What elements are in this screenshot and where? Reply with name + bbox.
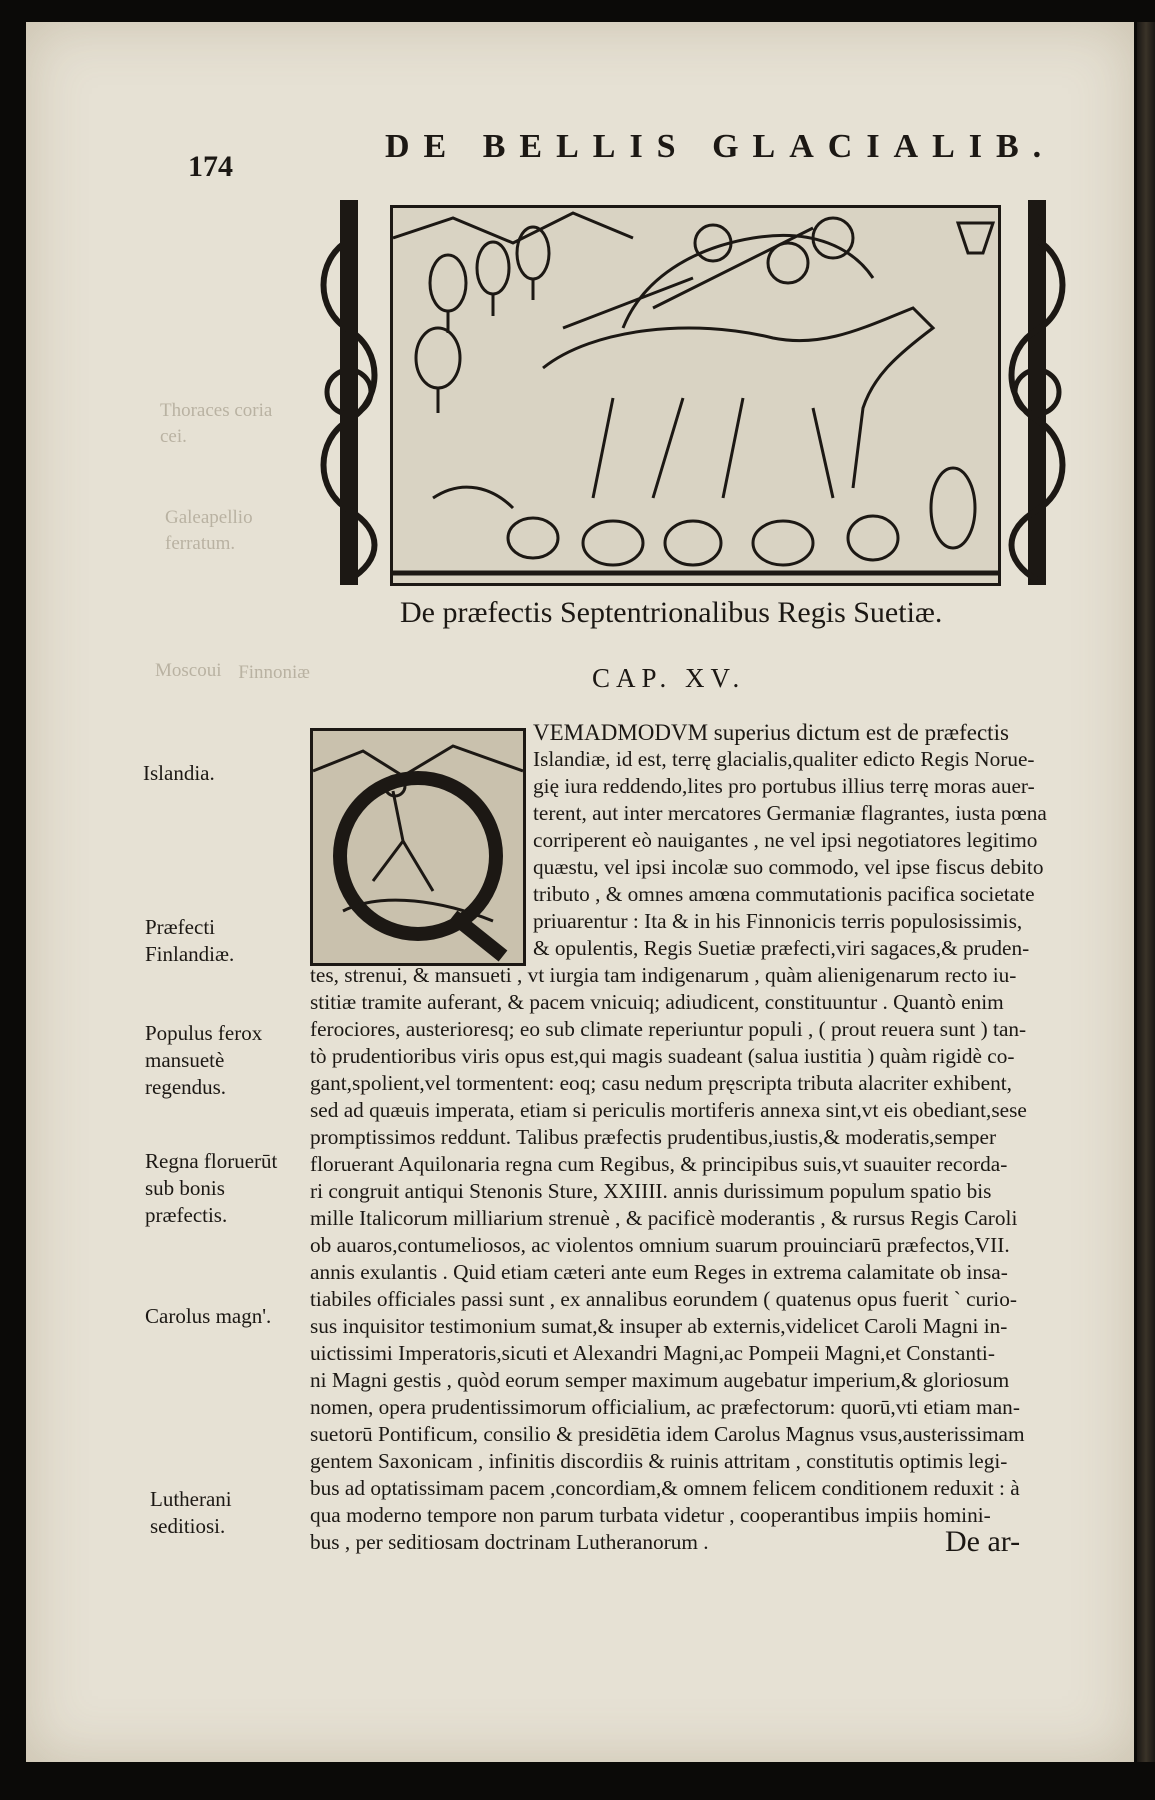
text-line: gię iura reddendo,lites pro portubus illius terrę moras auer- — [533, 774, 1035, 798]
margin-note-populus: Populus ferox mansuetè regendus. — [145, 1021, 263, 1099]
text-line: promptissimos reddunt. Talibus præfectis prudentibus,iustis,& moderatis,semper — [310, 1125, 997, 1149]
page-edge — [1137, 22, 1155, 1762]
text-line: ferociores, austerioresq; eo sub climate reperiuntur populi , ( prout reuera sunt ) tan- — [310, 1017, 1027, 1041]
margin-note-finlandia: Præfecti Finlandiæ. — [145, 915, 235, 966]
margin-note-lutherani: Lutherani seditiosi. — [150, 1487, 232, 1538]
bleed-through-text: Finnoniæ — [238, 662, 310, 683]
text-line: nomen, opera prudentissimorum officialium, ac præfectorum: quorū,vti etiam man- — [310, 1395, 1020, 1419]
text-line: tributo , & omnes amœna commutationis pacifica societate — [533, 882, 1035, 906]
bleed-through-text: Moscoui — [155, 660, 222, 681]
page-number: 174 — [188, 150, 233, 183]
text-line: uictissimi Imperatoris,sicuti et Alexandri Magni,ac Pompeii Magni,et Constanti- — [310, 1341, 995, 1365]
text-line: qua moderno tempore non parum turbata videtur , cooperantibus impiis homini- — [310, 1503, 991, 1527]
decorated-initial-q — [310, 728, 526, 966]
text-line: floruerant Aquilonaria regna cum Regibus, & principibus suis,vt suauiter recorda- — [310, 1152, 1008, 1176]
text-line: stitiæ tramite auferant, & pacem vnicuiq; adiudicent, constituuntur . Quantò enim — [310, 990, 1004, 1014]
text-line: Islandiæ, id est, terrę glacialis,qualiter edicto Regis Norue- — [533, 747, 1035, 771]
text-line: ri congruit antiqui Stenonis Sture, XXIIII. annis durissimum populum spatio bis — [310, 1179, 992, 1203]
text-line: bus ad optatissimam pacem ,concordiam,& omnem felicem conditionem reduxit : à — [310, 1476, 1020, 1500]
left-ornament — [310, 200, 388, 585]
text-line: terent, aut inter mercatores Germaniæ flagrantes, iusta pœna — [533, 801, 1047, 825]
text-line: priuarentur : Ita & in his Finnonicis terris populosissimis, — [533, 909, 1023, 933]
text-line: tes, strenui, & mansueti , vt iurgia tam indigenarum , quàm alienigenarum recto iu- — [310, 963, 1017, 987]
right-ornament — [998, 200, 1076, 585]
chapter-heading: CAP. XV. — [592, 663, 746, 693]
text-line: tò prudentioribus viris opus est,qui magis suadeant (salua iustitia ) quàm rigidè co- — [310, 1044, 1015, 1068]
text-line: ni Magni gestis , quòd eorum semper maximum augebatur imperium,& gloriosum — [310, 1368, 1010, 1392]
woodcut-illustration — [390, 205, 1001, 586]
text-line: & opulentis, Regis Suetiæ præfecti,viri sagaces,& pruden- — [533, 936, 1030, 960]
text-line: tiabiles officiales passi sunt , ex annalibus eorundem ( quatenus opus fuerit ` curio- — [310, 1287, 1017, 1311]
text-line: mille Italicorum milliarium strenuè , & pacificè moderantis , & rursus Regis Caroli — [310, 1206, 1018, 1230]
margin-note-islandia: Islandia. — [143, 761, 215, 785]
margin-note-carolus: Carolus magn'. — [145, 1304, 272, 1328]
text-line: quæstu, vel ipsi incolæ suo commodo, vel ipse fiscus debito — [533, 855, 1044, 879]
text-line: suetorū Pontificum, consilio & presidētia idem Carolus Magnus vsus,austerissimam — [310, 1422, 1025, 1446]
text-line: ob auaros,contumeliosos, ac violentos omnium suarum prouinciarū præfectos,VII. — [310, 1233, 1010, 1257]
text-line: sus inquisitor testimonium sumat,& insuper ab externis,videlicet Caroli Magni in- — [310, 1314, 1008, 1338]
text-line: sed ad quæuis imperata, etiam si periculis mortiferis annexa sint,vt eis obediant,sese — [310, 1098, 1027, 1122]
bleed-through-text: Galeapellio ferratum. — [165, 507, 253, 554]
catchword: De ar- — [945, 1525, 1021, 1558]
text-line: VEMADMODVM superius dictum est de præfectis — [533, 720, 1009, 745]
illustration-caption: De præfectis Septentrionalibus Regis Suetiæ. — [400, 596, 943, 629]
bleed-through-text: Thoraces coria cei. — [160, 400, 273, 447]
margin-note-regna: Regna floruerūt sub bonis præfectis. — [145, 1149, 278, 1227]
running-title: DE BELLIS GLACIALIB. — [385, 128, 1056, 165]
text-line: annis exulantis . Quid etiam cæteri ante eum Reges in extrema calamitate ob insa- — [310, 1260, 1008, 1284]
text-line: bus , per seditiosam doctrinam Lutheranorum . — [310, 1530, 709, 1554]
text-line: gentem Saxonicam , infinitis discordiis & ruinis attritam , constitutis optimis legi- — [310, 1449, 1008, 1473]
text-line: corriperent eò nauigantes , ne vel ipsi negotiatores legitimo — [533, 828, 1038, 852]
text-line: gant,spolient,vel tormentent: eoq; casu nedum pręscripta tributa alacriter exhibent, — [310, 1071, 1012, 1095]
